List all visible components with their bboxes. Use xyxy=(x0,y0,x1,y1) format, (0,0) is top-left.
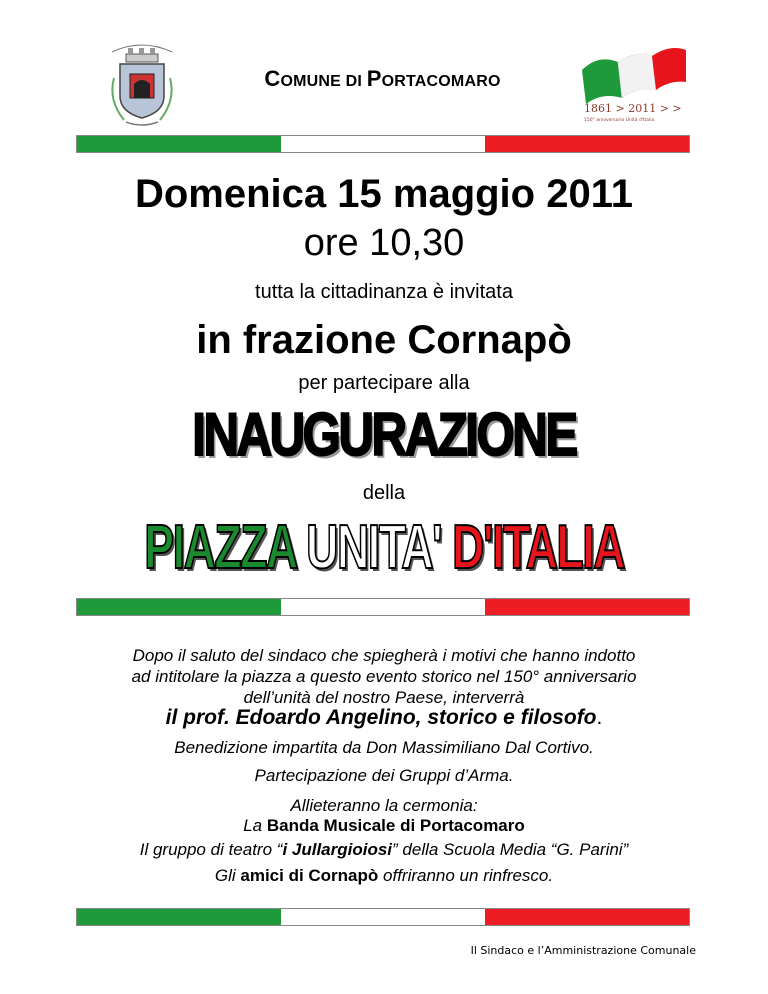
flag-red xyxy=(485,136,689,152)
band-name: Banda Musicale di Portacomaro xyxy=(266,816,525,835)
speaker-name: il prof. Edoardo Angelino, storico e filosofo xyxy=(165,706,597,729)
groups-line: Partecipazione dei Gruppi d’Arma. xyxy=(254,766,514,785)
theatre-group: i Jullargioiosi xyxy=(282,840,393,859)
logo-years: 1861 > 2011 > > xyxy=(584,102,682,115)
della-line: della xyxy=(362,482,406,504)
logo-caption: 150° anniversario Unità d'Italia xyxy=(584,118,655,123)
flag-green xyxy=(77,909,281,925)
flag-green xyxy=(77,599,281,615)
flag-white xyxy=(281,909,485,925)
intro-paragraph xyxy=(0,645,768,708)
tricolor-bar-middle xyxy=(76,598,690,616)
piazza-word-3: D'ITALIA xyxy=(452,513,624,582)
entertain-line: Allieteranno la cermonia: xyxy=(290,796,478,815)
intro-line-2: ad intitolare la piazza a questo evento storico nel 150° anniversario xyxy=(131,667,637,686)
municipality-title: COMUNE DI PORTACOMARO xyxy=(264,66,501,91)
flag-white xyxy=(281,136,485,152)
piazza-word-1: PIAZZA xyxy=(144,513,296,582)
piazza-word-2: UNITA' xyxy=(306,513,442,582)
signature: Il Sindaco e l’Amministrazione Comunale xyxy=(470,944,696,957)
anniversary-logo-icon xyxy=(578,40,690,124)
intro-line-3: dell’unità del nostro Paese, interverrà xyxy=(243,688,525,707)
friends-name: amici di Cornapò xyxy=(240,866,379,885)
event-place: in frazione Cornapò xyxy=(196,318,572,362)
inauguration-heading: INAUGURAZIONE xyxy=(192,401,576,468)
flag-green xyxy=(77,136,281,152)
friends-line: Gli amici di Cornapò offriranno un rinfresco. xyxy=(214,866,554,885)
theatre-line: Il gruppo di teatro “i Jullargioiosi” della Scuola Media “G. Parini” xyxy=(139,840,629,859)
speaker-line: il prof. Edoardo Angelino, storico e filosofo. xyxy=(165,706,603,729)
municipal-crest-icon xyxy=(104,38,180,130)
participate-line: per partecipare alla xyxy=(298,372,470,394)
band-line: La Banda Musicale di Portacomaro xyxy=(243,816,525,835)
blessing-line: Benedizione impartita da Don Massimiliano Dal Cortivo. xyxy=(174,738,594,757)
event-time: ore 10,30 xyxy=(303,222,465,264)
flag-white xyxy=(281,599,485,615)
event-date: Domenica 15 maggio 2011 xyxy=(134,172,633,216)
flag-red xyxy=(485,599,689,615)
invite-line: tutta la cittadinanza è invitata xyxy=(255,281,513,303)
tricolor-bar-top xyxy=(76,135,690,153)
piazza-name xyxy=(0,512,768,583)
tricolor-bar-bottom xyxy=(76,908,690,926)
intro-line-1: Dopo il saluto del sindaco che spiegherà i motivi che hanno indotto xyxy=(132,646,636,665)
flag-red xyxy=(485,909,689,925)
